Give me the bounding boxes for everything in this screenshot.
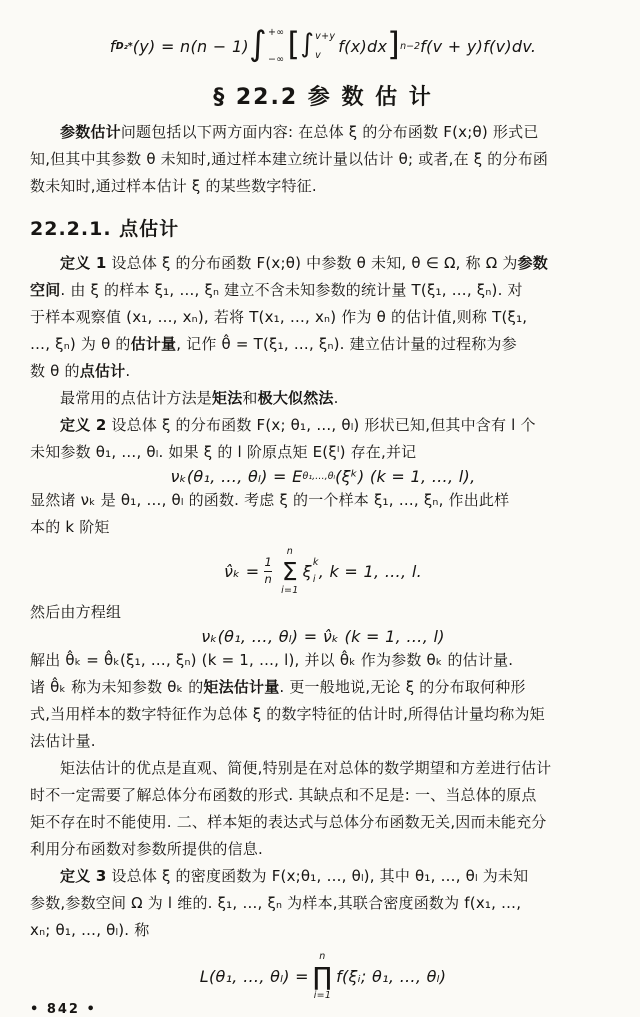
solve-line-2-text-b: . 更一般地说,无论 ξ 的分布取何种形	[279, 678, 526, 696]
intro-line-3: 数未知时,通过样本估计 ξ 的某些数字特征.	[30, 177, 317, 195]
solve-paragraph	[30, 647, 616, 755]
nu-formula-subscript: θ₁,…,θₗ	[302, 471, 336, 482]
pi-symbol: ∏	[312, 961, 333, 991]
def1-lead: 定义 1	[60, 254, 107, 272]
moment-subscript: i	[312, 573, 316, 585]
product-upper-limit: n	[319, 951, 326, 962]
def1-term-parameter-space-1: 参数	[517, 254, 548, 272]
left-bracket: [	[287, 25, 301, 63]
fraction-denominator: n	[264, 571, 273, 586]
solve-line-3: 式,当用样本的数字特征作为总体 ξ 的数字特征的估计时,所得估计量均称为矩	[30, 705, 545, 723]
inner-integral-sign: ∫	[300, 29, 315, 59]
merits-line-2: 时不一定需要了解总体分布函数的形式. 其缺点和不足是: 一、当总体的原点	[30, 786, 537, 804]
inner-integrand: f(x)dx	[338, 36, 388, 56]
def1-line-2	[30, 277, 616, 304]
def2-lead: 定义 2	[60, 416, 107, 434]
intro-paragraph	[30, 119, 616, 200]
sigma-symbol: Σ	[281, 556, 298, 586]
product-operator	[313, 952, 332, 1000]
methods-text-e: .	[333, 389, 339, 407]
page-number: • 842 •	[30, 1002, 97, 1017]
moment-tail: , k = 1, …, l.	[318, 561, 422, 581]
def1-line-5-text-a: 数 θ 的	[30, 362, 80, 380]
equation-system-formula: νₖ(θ₁, …, θₗ) = ν̂ₖ (k = 1, …, l)	[201, 627, 445, 646]
def1-line-1-text: 设总体 ξ 的分布函数 F(x;θ) 中参数 θ 未知, θ ∈ Ω, 称 Ω 为	[106, 254, 518, 272]
integral-sign: ∫	[248, 24, 267, 64]
def1-line-2-text: . 由 ξ 的样本 ξ₁, …, ξₙ 建立不含未知参数的统计量 T(ξ₁, …, ξₙ). 对	[60, 281, 523, 299]
bracket-exponent: n−2	[400, 40, 421, 52]
inner-integral-upper-limit: v+y	[315, 31, 336, 42]
sum-lower-limit: i=1	[281, 584, 299, 596]
def1-line-1	[30, 250, 616, 277]
def1-line-4-text-b: , 记作 θ̂ = T(ξ₁, …, ξₙ). 建立估计量的过程称为参	[176, 335, 517, 353]
merits-line-3: 矩不存在时不能使用. 二、样本矩的表达式与总体分布函数无关,因而未能充分	[30, 813, 547, 831]
section-heading: § 22.2 参 数 估 计	[213, 85, 433, 110]
merits-line-1: 矩法估计的优点是直观、简便,特别是在对总体的数学期望和方差进行估计	[60, 759, 552, 777]
intro-line-1-text: 问题包括以下两方面内容: 在总体 ξ 的分布函数 F(x;θ) 形式已	[120, 123, 539, 141]
def1-term-parameter-space-2: 空间	[30, 281, 61, 299]
def1-line-5	[30, 358, 616, 385]
def1-line-4-text-a: …, ξₙ) 为 θ 的	[30, 335, 131, 353]
subsection-heading: 22.2.1. 点估计	[30, 218, 180, 240]
intro-lead-term: 参数估计	[60, 123, 121, 141]
fraction-one-over-n	[264, 556, 272, 585]
formula-tail: f(v + y)f(v)dv.	[420, 36, 537, 56]
def1-term-point-estimation: 点估计	[79, 362, 126, 380]
merits-line-4: 利用分布函数对参数所提供的信息.	[30, 840, 263, 858]
def3-line-1-text: 设总体 ξ 的密度函数为 F(x;θ₁, …, θₗ), 其中 θ₁, …, θₗ 为未知	[106, 867, 529, 885]
def2-line-2: 未知参数 θ₁, …, θₗ. 如果 ξ 的 l 阶原点矩 E(ξˡ) 存在,并记	[30, 443, 417, 461]
merits-paragraph	[30, 755, 616, 863]
nu-k-formula	[30, 467, 616, 486]
sum-upper-limit: n	[286, 546, 294, 557]
definition-3-paragraph	[30, 863, 616, 944]
sample-moment-formula	[30, 547, 616, 595]
density-formula	[30, 24, 616, 65]
solve-line-2-text-a: 诸 θ̂ₖ 称为未知参数 θₖ 的	[30, 678, 204, 696]
then-line: 然后由方程组	[30, 603, 122, 621]
def1-line-3: 于样本观察值 (x₁, …, xₙ), 若将 T(x₁, …, xₙ) 作为 θ 的估计值,则称 T(ξ₁,	[30, 308, 528, 326]
def3-lead: 定义 3	[60, 867, 107, 885]
inner-integral-lower-limit: v	[315, 49, 322, 61]
nu-formula-text-b: (ξᵏ) (k = 1, …, l),	[335, 467, 476, 486]
right-bracket: ]	[387, 25, 401, 63]
solve-line-4: 法估计量.	[30, 732, 96, 750]
likelihood-lhs: L(θ₁, …, θₗ) =	[199, 966, 309, 986]
solve-line-1: 解出 θ̂ₖ = θ̂ₖ(ξ₁, …, ξₙ) (k = 1, …, l), 并以 θ̂ₖ 作为参数 θₖ 的估计量.	[30, 651, 514, 669]
definition-1-paragraph	[30, 250, 616, 385]
moment-lhs: ν̂ₖ =	[224, 561, 260, 581]
summation-operator	[281, 547, 299, 595]
def2-line-1	[30, 412, 616, 439]
term-moment-method: 矩法	[212, 389, 243, 407]
def1-term-estimator: 估计量	[130, 335, 177, 353]
likelihood-rhs: f(ξᵢ; θ₁, …, θₗ)	[336, 966, 447, 986]
likelihood-formula	[30, 952, 616, 1000]
intro-line-1	[30, 119, 616, 146]
obvious-line-1: 显然诸 νₖ 是 θ₁, …, θₗ 的函数. 考虑 ξ 的一个样本 ξ₁, …, ξₙ, 作出此样	[30, 491, 510, 509]
intro-line-2: 知,但其中其参数 θ 未知时,通过样本建立统计量以估计 θ; 或者,在 ξ 的分布函	[30, 150, 549, 168]
definition-2-paragraph	[30, 412, 616, 466]
def2-line-1-text: 设总体 ξ 的分布函数 F(x; θ₁, …, θₗ) 形状已知,但其中含有 l 个	[106, 416, 536, 434]
integral-lower-limit: −∞	[268, 53, 285, 65]
moment-superscript: k	[312, 557, 319, 568]
def1-line-4	[30, 331, 616, 358]
methods-line	[30, 385, 616, 412]
term-maximum-likelihood: 极大似然法	[257, 389, 334, 407]
methods-text-a: 最常用的点估计方法是	[60, 389, 213, 407]
term-moment-estimator: 矩法估计量	[203, 678, 280, 696]
inner-integral-limits	[315, 32, 335, 60]
formula-mid: (y) = n(n − 1)	[132, 36, 249, 56]
def1-line-5-text-b: .	[125, 362, 131, 380]
integral-limits	[268, 28, 284, 64]
formula-lhs-subscript: D₂*	[115, 40, 133, 52]
moment-base: ξ	[302, 561, 312, 581]
functions-paragraph	[30, 487, 616, 541]
solve-line-2	[30, 674, 616, 701]
integral-upper-limit: +∞	[268, 27, 285, 38]
fraction-numerator: 1	[264, 555, 273, 570]
methods-text-c: 和	[242, 389, 258, 407]
nu-formula-text-a: νₖ(θ₁, …, θₗ) = E	[170, 467, 303, 486]
formula-lhs: f	[109, 36, 116, 56]
product-lower-limit: i=1	[313, 989, 332, 1001]
def3-line-2: 参数,参数空间 Ω 为 l 维的. ξ₁, …, ξₙ 为样本,其联合密度函数为 f(x₁, …,	[30, 894, 522, 912]
def3-line-1	[30, 863, 616, 890]
obvious-line-2: 本的 k 阶矩	[30, 518, 110, 536]
def3-line-3: xₙ; θ₁, …, θₗ). 称	[30, 921, 150, 939]
